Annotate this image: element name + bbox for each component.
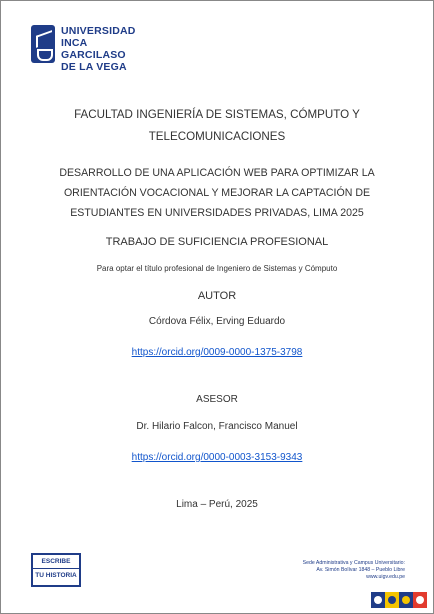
author-heading: AUTOR xyxy=(197,290,237,302)
faculty-name: FACULTAD INGENIERÍA DE SISTEMAS, CÓMPUTO Y TELECOMUNICACIONES xyxy=(74,108,360,143)
thesis-title: DESARROLLO DE UNA APLICACIÓN WEB PARA OPTIMIZAR LA ORIENTACIÓN VOCACIONAL Y MEJORAR LA CAPTACIÓN DE ESTUDIANTES EN UNIVERSIDADES PRIVADAS, LIMA 2025 xyxy=(59,167,375,219)
logo-line-2: INCA GARCILASO xyxy=(61,37,126,61)
logo-line-3: DE LA VEGA xyxy=(61,61,127,73)
author-name: Córdova Félix, Erving Eduardo xyxy=(148,316,286,327)
campus-address: Sede Administrativa y Campus Universitario: Av. Simón Bolívar 1848 – Pueblo Libre www.uigv.edu.pe xyxy=(302,560,405,580)
university-name xyxy=(61,25,151,73)
advisor-orcid-link[interactable]: https://orcid.org/0000-0003-3153-9343 xyxy=(131,452,303,463)
author-orcid-link[interactable]: https://orcid.org/0009-0000-1375-3798 xyxy=(131,347,303,358)
university-crest-icon xyxy=(31,25,55,63)
degree-purpose: Para optar el título profesional de Ingeniero de Sistemas y Cómputo xyxy=(96,264,338,273)
advisor-name: Dr. Hilario Falcon, Francisco Manuel xyxy=(136,421,298,432)
advisor-heading: ASESOR xyxy=(196,394,238,405)
escribe-tu-historia-badge: ESCRIBE TU HISTORIA xyxy=(31,553,81,587)
logo-line-1: UNIVERSIDAD xyxy=(61,25,136,37)
work-type: TRABAJO DE SUFICIENCIA PROFESIONAL xyxy=(105,236,329,248)
university-logo xyxy=(31,21,151,73)
place-date: Lima – Perú, 2025 xyxy=(176,499,258,510)
decorative-pattern-strip xyxy=(371,590,429,610)
